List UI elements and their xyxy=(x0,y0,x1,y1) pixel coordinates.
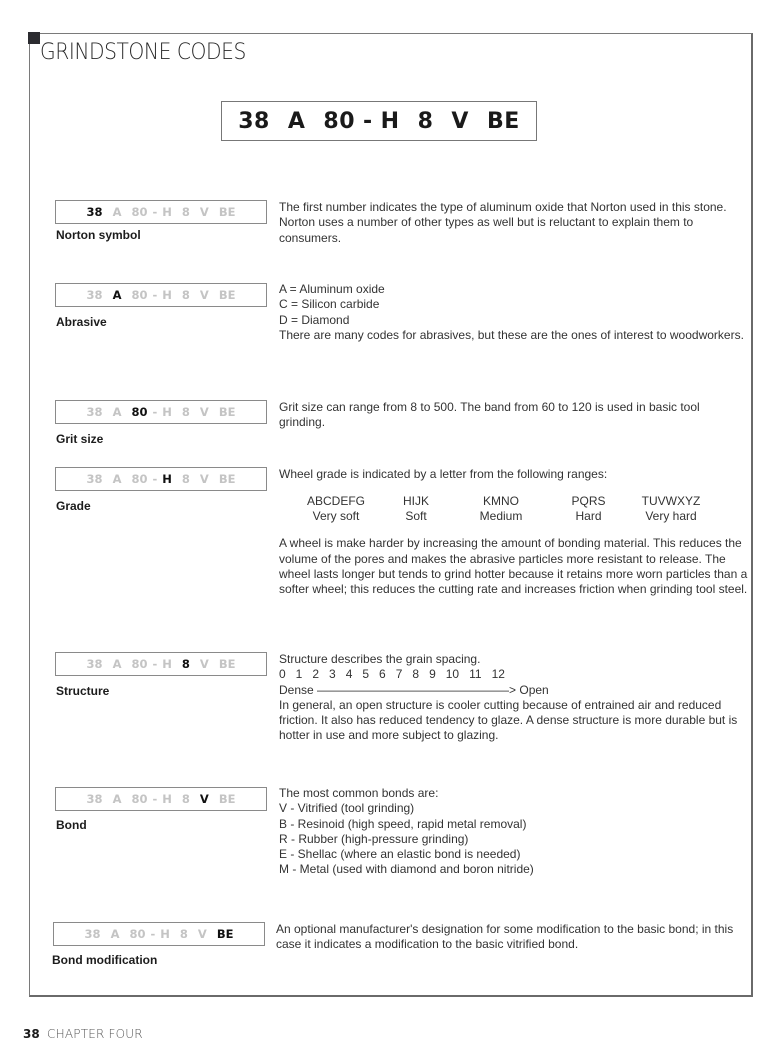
code-box-bond xyxy=(55,787,267,811)
code-token: 8 xyxy=(181,472,190,486)
bond-item: M - Metal (used with diamond and boron nitride) xyxy=(279,862,534,877)
code-token: 80 xyxy=(129,927,146,941)
code-token: 38 xyxy=(86,405,103,419)
code-token: - xyxy=(152,288,158,302)
code-token: 80 xyxy=(323,108,356,134)
code-token: H xyxy=(162,657,172,671)
code-token: 38 xyxy=(86,657,103,671)
code-box-bond-modification xyxy=(53,922,265,946)
code-token: H xyxy=(160,927,170,941)
grade-letters: ABCDEFG xyxy=(306,494,365,509)
structure-scale: 0 1 2 3 4 5 6 7 8 9 10 11 12 xyxy=(279,667,505,682)
desc-line: Grit size can range from 8 to 500. The band from 60 to 120 is used in basic tool grinding. xyxy=(279,400,700,430)
section-desc-norton-symbol xyxy=(279,200,749,246)
code-token: - xyxy=(152,472,158,486)
page-footer xyxy=(23,1027,143,1041)
code-token: A xyxy=(112,288,122,302)
code-token: H xyxy=(162,792,172,806)
section-label-abrasive: Abrasive xyxy=(56,315,107,329)
code-token: - xyxy=(150,927,156,941)
code-token: 8 xyxy=(181,205,190,219)
grade-name: Very soft xyxy=(312,509,360,524)
code-token: BE xyxy=(218,657,236,671)
structure-direction: Dense ————————————————> Open xyxy=(279,682,549,697)
code-token: V xyxy=(197,927,207,941)
code-token: BE xyxy=(218,792,236,806)
code-box-norton-symbol xyxy=(55,200,267,224)
grade-letters: TUVWXYZ xyxy=(641,494,701,509)
code-box-structure xyxy=(55,652,267,676)
page-title: GRINDSTONE CODES xyxy=(40,40,246,65)
code-token: V xyxy=(199,657,209,671)
code-token: BE xyxy=(486,108,520,134)
grade-ranges-table xyxy=(286,494,749,524)
code-token: H xyxy=(162,288,172,302)
code-token: 8 xyxy=(181,405,190,419)
desc-line: An optional manufacturer's designation for some modification to the basic bond; in this case it indicates a modification to the basic vitrified bond. xyxy=(276,922,734,952)
code-token: 38 xyxy=(86,472,103,486)
desc-line: C = Silicon carbide xyxy=(279,297,380,312)
code-token: 8 xyxy=(181,288,190,302)
chapter-title: CHAPTER FOUR xyxy=(47,1027,143,1041)
section-desc-grade xyxy=(279,467,749,597)
code-token: A xyxy=(112,792,122,806)
corner-marker xyxy=(28,32,40,44)
section-label-bond-modification: Bond modification xyxy=(52,953,158,967)
code-token: - xyxy=(152,405,158,419)
code-box-grade xyxy=(55,467,267,491)
code-token: V xyxy=(199,405,209,419)
code-token: 80 xyxy=(131,792,148,806)
section-desc-structure xyxy=(279,652,749,744)
page-number: 38 xyxy=(23,1027,40,1041)
code-token: H xyxy=(380,108,400,134)
section-desc-bond xyxy=(279,786,749,878)
code-token: - xyxy=(152,205,158,219)
code-token: A xyxy=(110,927,120,941)
code-token: V xyxy=(199,205,209,219)
code-token: BE xyxy=(218,205,236,219)
desc-line: There are many codes for abrasives, but these are the ones of interest to woodworkers. xyxy=(279,327,744,342)
grade-name: Hard xyxy=(575,509,602,524)
grade-intro: Wheel grade is indicated by a letter from the following ranges: xyxy=(279,467,608,481)
grade-name: Very hard xyxy=(645,509,697,524)
code-token: V xyxy=(199,288,209,302)
desc-line: D = Diamond xyxy=(279,312,350,327)
desc-line: A wheel is make harder by increasing the amount of bonding material. This reduces the volume of the pores and makes the abrasive particles more resistant to release. The wheel lasts longer but tends to grind hotter because it retains more worn particles than a softer wheel; this reduces the cutting rate and increases friction when grinding tool steel. xyxy=(279,536,748,597)
desc-line: A = Aluminum oxide xyxy=(279,282,385,296)
section-desc-grit-size xyxy=(279,400,749,431)
code-token: 38 xyxy=(86,288,103,302)
grade-letters: KMNO xyxy=(483,494,519,509)
section-label-grade: Grade xyxy=(56,499,91,513)
code-token: H xyxy=(162,405,172,419)
code-token: - xyxy=(152,792,158,806)
code-token: A xyxy=(112,405,122,419)
code-token: 8 xyxy=(181,792,190,806)
section-desc-abrasive xyxy=(279,282,749,343)
section-label-structure: Structure xyxy=(56,684,110,698)
grade-letters: PQRS xyxy=(571,494,606,509)
code-token: BE xyxy=(218,405,236,419)
code-token: 80 xyxy=(131,472,148,486)
code-token: 8 xyxy=(179,927,188,941)
code-token: A xyxy=(112,657,122,671)
code-box-grit-size xyxy=(55,400,267,424)
bond-item: B - Resinoid (high speed, rapid metal removal) xyxy=(279,816,527,831)
code-token: - xyxy=(363,108,373,134)
code-token: 8 xyxy=(181,657,190,671)
grade-name: Medium xyxy=(479,509,523,524)
code-box-abrasive xyxy=(55,283,267,307)
code-token: 38 xyxy=(86,792,103,806)
desc-line: The first number indicates the type of aluminum oxide that Norton used in this stone. Norton uses a number of other types as well but is reluctant to explain them to consumers. xyxy=(279,200,727,245)
code-token: A xyxy=(112,472,122,486)
code-token: A xyxy=(287,108,306,134)
desc-line: Structure describes the grain spacing. xyxy=(279,652,481,666)
code-token: BE xyxy=(216,927,234,941)
code-token: A xyxy=(112,205,122,219)
code-token: BE xyxy=(218,288,236,302)
section-label-bond: Bond xyxy=(56,818,87,832)
bond-item: V - Vitrified (tool grinding) xyxy=(279,801,415,816)
code-token: 38 xyxy=(84,927,101,941)
section-label-norton-symbol: Norton symbol xyxy=(56,228,141,242)
code-token: 80 xyxy=(131,657,148,671)
code-token: 80 xyxy=(131,205,148,219)
code-token: V xyxy=(199,792,209,806)
grade-name: Soft xyxy=(405,509,427,524)
code-token: V xyxy=(451,108,469,134)
desc-line: The most common bonds are: xyxy=(279,786,439,800)
bond-item: E - Shellac (where an elastic bond is needed) xyxy=(279,847,521,862)
main-code-box xyxy=(221,101,537,141)
code-token: BE xyxy=(218,472,236,486)
code-token: V xyxy=(199,472,209,486)
bond-item: R - Rubber (high-pressure grinding) xyxy=(279,831,469,846)
code-token: 8 xyxy=(417,108,434,134)
desc-line: In general, an open structure is cooler cutting because of entrained air and reduced friction. It also has reduced tendency to glaze. A dense structure is more durable but is hotter in use and more subject to glazing. xyxy=(279,697,738,743)
code-token: H xyxy=(162,472,172,486)
section-desc-bond-modification xyxy=(276,922,746,953)
grade-letters: HIJK xyxy=(402,494,429,509)
code-token: - xyxy=(152,657,158,671)
section-label-grit-size: Grit size xyxy=(56,432,104,446)
code-token: 38 xyxy=(238,108,270,134)
code-token: 80 xyxy=(131,288,148,302)
code-token: H xyxy=(162,205,172,219)
code-token: 38 xyxy=(86,205,103,219)
code-token: 80 xyxy=(131,405,148,419)
